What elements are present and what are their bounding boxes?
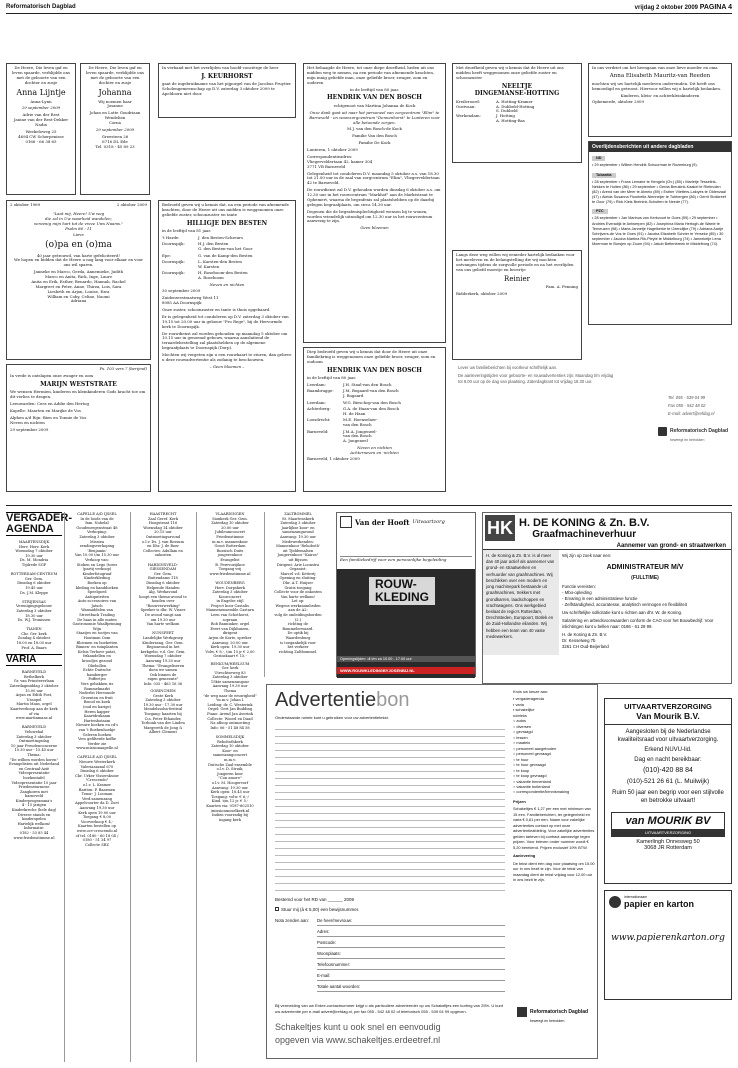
vdh-header <box>337 513 475 569</box>
row-names: G.A. de Haan-van den Bosch H. de Haan <box>343 406 400 416</box>
ad-text4: De rouwdienst zal worden gehouden op maandag 5 oktober om 10.15 uur in genoemd gebouw, waarna aansluitend de teraardebestelling zal plaatshebben op de algemene begraafplaats te Doornspijk (Dorp). <box>162 330 288 351</box>
ad-date: 29 september 2009 <box>95 126 135 132</box>
row-place: Baambrugge: <box>307 388 334 394</box>
ad-family-rows <box>307 383 442 444</box>
ad-text3: Er is gelegenheid tot condoleren op D.V. zaterdag 3 oktober van 19.15 tot 20.00 uur in gebouw "Pro Rege", bij de Hervormde kerk te Doornspijk. <box>162 313 289 329</box>
form-title-2: bon <box>376 689 410 711</box>
grid-line[interactable] <box>275 758 505 765</box>
agenda-items-4: VLAARDINGEN Sionkerk Ger. Gem. Zaterdag 10 oktober 20.00 uur Jubileumconcert Friedenstimme m.m.v. mannenkoor Groot Rotterdam Russisch Duits jongerenkoor Evangelist B. Perevoztjikoe Toegang vrij www.friedenstimme.nl WOUDENBERG Herv. Dorpskerk Zaterdag 3 oktober Koorconcert in Engelse stijl Project koor Castalis Mannenensemble Castarn Leen van Schothorst, sopraan Rob Banninker, orgel Evert van Dijkhuizen, dirigent Arjen de Korte, spreker Aanvang: 20.00 uur Kerk open: 19.30 uur Volw. € 8,-, t/m 15 jr € 2,00 Gezinskaart € 15,- <box>205 512 255 659</box>
form-slogan1: Schakeltjes kunt u ook snel en eenvoudig <box>275 1022 441 1032</box>
grid-line[interactable] <box>275 786 505 793</box>
ad-addr: Weekeloweg 25 4694 CW Scherpenisse 0166 - 66 38 65 <box>18 128 64 144</box>
birth-ad-johanna <box>80 63 150 195</box>
vdh-brand: Van der Hooft <box>355 517 410 527</box>
tag-tubantia: Tubantia <box>592 173 616 178</box>
grid-line[interactable] <box>275 884 505 891</box>
prijzen-text: Schakeltjes € 1,27 per een met minimum van 15 een. Familieberichten, ter gelegenheid en varia € 0,61 per een. Naam voor zakelijke advertenties contact op met onze advertentieafdeling. Voor zakelijke advertenties gelden tarieven bij contract aanwezige tegen prijzen. Voor brieven onder nummer wordt € 5,20 berekend. Prijzen exclusief 19% BTW. <box>513 806 595 850</box>
col-rule <box>64 512 65 1062</box>
ad-sub: Wij noemen haar Josanne <box>98 98 132 109</box>
rd-logo-sub: beweegt en betrokken <box>670 438 705 442</box>
anniv-lieve: Lieve <box>73 232 84 238</box>
row-names: H. Roseboom-den Besten A. Roseboom <box>198 270 248 281</box>
koning-body <box>483 550 731 655</box>
row-value: J. Hotting A. Hotting-Bas <box>496 113 525 124</box>
row-label: Werkendam: <box>456 113 481 119</box>
contact-block <box>668 395 714 419</box>
anniv-start: 2 oktober 1969 <box>10 202 41 207</box>
rouwkleding-banner <box>337 569 475 678</box>
papier-brand: papier en karton <box>624 899 695 909</box>
vdh-brand2: Uitvaartzorg <box>412 519 445 525</box>
header-left: Reformatorisch Dagblad <box>6 4 76 10</box>
family-row <box>162 236 292 241</box>
birth-ad-anna <box>6 63 76 195</box>
koning-job: ADMINISTRATEUR M/V <box>606 564 684 572</box>
agenda-col-1 <box>6 512 73 1062</box>
grid-line[interactable] <box>275 737 505 744</box>
aanlevering-title: Aanlevering <box>513 853 536 859</box>
grid-line[interactable] <box>275 793 505 800</box>
vdh-site[interactable]: WWW.ROUWKLEDINGBYJOSENBIJ.NL <box>337 667 475 674</box>
mourik-addr: Kamerlingh Onnesweg 50 3068 JR Rotterdam <box>636 838 700 851</box>
ad-name: Johanna <box>98 87 132 97</box>
koning-logo-icon: HK <box>485 515 515 541</box>
obituary-weststrate <box>6 364 151 492</box>
grid-line[interactable] <box>275 828 505 835</box>
agenda-items-3: HAASTRECHT Zaal Geref. Kerk Hoogstraat 116 Woensdag 14 oktober 20.15 uur Ontmoetingsavond o.l.v. Ds. J. van Rossum en Dhr. J. de Boer Collectes: Adullam en onkosten HARDINXVELD- GIESSENDAM Ger. Gem. Buitendams 118 Dinsdag 6 oktober Helpende Handen Alg. Werkavond koopt een thema-avond te houden over "Rouwverwerking" Spreker is dhr. W. Visser De avond vangt aan om 19.30 uur Van harte welkom NUNSPEET Landelijke Werkgroep Kinderzang, Ger. Gem. Regioavond in het kerkgebo. v.d. Ger. Gem. Woensdag 7 oktober Aanvang 19.30 uur Thema: "Evangeliseren doen we samen Ook binnen de eigen gemeente" Info: 035 - 463 16 36 <box>139 512 187 686</box>
grid-line[interactable] <box>275 751 505 758</box>
ad-end: Geen bloemen <box>360 225 389 231</box>
form-title-1: Advertentie <box>275 689 377 711</box>
contact-tel: Tel. 055 - 539 04 99 <box>668 395 706 400</box>
naw-block <box>275 918 505 995</box>
anniv-text: 40 jaar getrouwd, van harte gefeliciteerd! We hopen en bidden dat de Heere u nog lang voor elkaar en voor ons wil sparen. <box>14 252 143 268</box>
mourik-p3: Dag en nacht bereikbaar: <box>634 757 702 764</box>
naw-field[interactable]: Postcode: <box>317 940 505 948</box>
row-place: Doornspijk: <box>162 241 185 247</box>
ad-text3: Gelegenheid tot condoleren D.V. maandag 5 oktober a.s. van 18.30 tot 21.00 uur in de zaal van zorgcentrum "Elim", Vliegerveldertaan 42 te Barneveld. <box>307 170 440 186</box>
ad-addr: Zuiderzeestraatweg West 11 8085 AA Doornspijk <box>162 295 219 306</box>
overlijden-sidebar <box>588 141 732 325</box>
opts-title: Kruis uw keuze aan: <box>513 689 549 694</box>
agenda-col-3 <box>132 512 194 1062</box>
form-slogan2-text[interactable]: opgeven via www.schakeltjes.erdeetref.nl <box>275 1035 441 1045</box>
family-row <box>162 271 292 281</box>
row-names: W.G. Bieschop-van den Bosch <box>343 399 401 405</box>
ad-name: HENDRIK VAN DEN BOSCH <box>327 366 422 374</box>
list-pzc: • 28 september • Jan Marinus van Kerkvoort te Goes (59) • 29 september • Andries Everadijk te Antwerpen (82) • Josephina Maria Hertogh-de Waele te Terneuzen (98) • Maria Jannetje Hagelkerke te IJzendijke (79) • Adriana Aartje Schrijvers-de Vos te Goes (91) • Jacoba Elizabeth Schrier te Yerseke (85) • 30 september • Jacoba Martina Rik-Pleyte te Middelburg (74) • Janneketje Lena Moerman te Borsjen op Zoom (94) • Jakob Bettenbreek te Middelburg (74). <box>592 216 724 246</box>
rd-logo <box>658 427 728 436</box>
koning-job2: (FULLTIME) <box>631 574 659 581</box>
checkbox[interactable] <box>275 907 279 911</box>
ad-psalm: Ps. 103 vers 7 (berijmd) <box>99 366 147 371</box>
aanlevering-text: De tekst dient één dag voor plaatsing om 15.00 uur in ons bezit te zijn. Voor de tekst van maandag dient de tekst vrijdag voor 12.00 uur in ons bezit te zijn. <box>513 860 595 882</box>
mourik-logo <box>611 812 725 837</box>
ad-text: In ons verdriet om het heengaan van onze lieve moeder en oma <box>592 65 718 70</box>
row-names: L. Karsten-den Besten W. Karsten <box>198 259 242 269</box>
ad-name: Anna Elisabeth Mauritz-van Reeden <box>609 72 711 79</box>
row-names: H.J. den Besten G. den Besten-van het Goor <box>198 241 253 252</box>
grid-line[interactable] <box>275 849 505 856</box>
rouwkleding-logo <box>369 577 435 605</box>
grid-line[interactable] <box>275 800 505 807</box>
anniv-quote: "Laat mij, Heere! Uw weg die zal in Uw waarheid wandelen; vereenig mijn hart tot de vreze Uws Naams." Psalm 86 : 11 <box>33 210 124 231</box>
anniv-family: Janneke en Marco, Gerda, Annemieke, Judith Marco en Anita, Rick, Inge, Laure Anita en Erik, Esther, Benardo, Hannah, Rachel Margreet en Peter, Anne, Thirza, Lois, Sara Liesbeth en Arjan, Louise, Ezra William en Coby, Celine, Naomi Adriana <box>31 269 126 304</box>
row-label: Oostvaan: <box>456 103 476 109</box>
grid-line[interactable] <box>275 835 505 842</box>
agenda-items-4b: RENKUM/HEELSUM Ger. kerk Utrechtseweg 83 Zaterdag 3 oktober 15kte samenzangour Aanvang 19.30 uur Thema "de weg naar de eeuwigheid" "m.m.v. Johan I. Leiding: dr. C. Westerink Orgel: Gert Jan Budding Piano: Arend Jan Averink Collecte: Woord en Daad Na afloop ontmoeting Info: 06 - 51 48 84 58 SOMMELSDIJK Rehobothkerk Zaterdag 10 oktober Koor- en samenzangconcert m.m.v. Duitsche Zaal-ensemble o.l.v. D. Struik, Jongeren koor "Con amore" o.l.v. M. Hoogervorf Aanvang: 19.30 uur Kerk open: 18.45 uur Toegang: volw. € 6,-/ Kind. t/m 12 jr. € 5,- Kaarten via: 0187-602510 /missionmoselkerk.nl Indien voorradig bij ingang kerk <box>203 661 257 822</box>
grid-line[interactable] <box>275 842 505 849</box>
ad-nn: Neven en nichten <box>209 281 245 287</box>
vanderhooft-ad <box>336 512 476 677</box>
agenda-col-4 <box>198 512 262 1062</box>
ad-text: Bedroefd geven wij u kennis dat, na een periode van afnemende krachten, door de Heere uit ons midden is weggenomen onze geliefde zuster, schoonzuster en tante <box>162 202 289 217</box>
rd-logo-icon <box>658 427 667 436</box>
ad-family: Adrie van der Rest Janine van der Rest-Dekker Nadia <box>13 112 69 127</box>
ad-end: – Geen bloemen – <box>209 363 245 369</box>
grid-line[interactable] <box>275 723 505 730</box>
ad-text3: Kinderen, klein- en achterkleinkinderen <box>620 92 700 98</box>
obituary-neeltje <box>452 63 582 163</box>
thank-you-mauritz <box>588 63 732 137</box>
naw-label: Nota zenden aan: <box>275 918 309 923</box>
grid-line[interactable] <box>275 807 505 814</box>
row-value: A. Dubbeld-Hotting S. Dubbeld <box>496 103 535 114</box>
ad-family1: M.J. van den Bosch-de Kock <box>347 126 402 132</box>
mourik-p6: Ruim 50 jaar een begrip voor een stijlvolle en betrokke uitvaart! <box>612 789 724 804</box>
koning-addr: H. de Koning & Zn. B.V. Dr. Kesselweg 7b 3261 CH Oud-Beijerland <box>562 631 609 649</box>
koning-req: Functie vereisten: - Mbo-opleiding - Ervaring in een administratieve functie - Zelfstandigheid, accuratesse, analytisch vermogen en flexibiliteit <box>562 583 687 607</box>
mourik-t1: UITVAARTVERZORGING <box>624 702 712 711</box>
papier-logo-icon <box>609 896 621 908</box>
thank-you-reinier <box>452 250 582 360</box>
rd-logo-text: Reformatorisch Dagblad <box>670 428 729 434</box>
page-header <box>6 4 732 14</box>
obituary-hilligje <box>158 200 296 492</box>
koning-tagline: Aannemer van grond- en straatwerken <box>483 543 731 550</box>
obituary-hendrik-1 <box>303 63 446 343</box>
koning-ad <box>482 512 732 684</box>
ad-text: De Heere, Die leven gaf en leven spaarde, verblijdde ons met de geboorte van een dochter en zusje <box>12 65 70 85</box>
papier-url[interactable]: www.papierenkarton.org <box>611 933 725 943</box>
prijzen-title: Prijzen <box>513 798 526 804</box>
naw-field[interactable]: De heer/mevrouw: <box>317 918 505 926</box>
ad-name: Anna Lijntje <box>16 87 66 97</box>
agenda-col-5: ZALTBOMMEL St. Maartenskerk Zaterdag 3 oktober Jaarlijkse koor- en samenzangavond Aanvang: 19.30 uur Medewerkenden: Mannenkoor 'Rehoboth' uit Tjiddemalsen Jongerenkoor "Kairos" uit Bijssen Dirigent: Arie Loonstra Organist: Marcel v.d. Ketterij Opening en sluiting: Dhr. A.T. Huijser Gratis toegang Collecte voor de onkosten Van harte welkom! Let op: Wegens werkzaamheden aan de A2: volg de omleidingsborden (2.) richting de Bommelerwaard. De optik bij Waardenburg is toegankelijk voor het verkeer richting Zaltbommel. <box>274 512 322 654</box>
ad-name: NEELTJE DINGEMANSE-HOTTING <box>474 82 560 98</box>
form-logo-sub: beweegt en betrokken <box>530 1019 565 1023</box>
form-footnote: Bij vermelding van uw Erdee-contactnummer krijgt u als particuliere adverteerder op uw Schakeltjes een korting van 25%. U kunt uw advertentie per e-mail advert@refdag.nl, per fax 055 - 542 48 02 of telefonisch 055 - 539 04 99 opgeven. <box>275 1003 503 1014</box>
list-nd: • 29 september • Willem Hendrik Schuurman te Rozenburg (9). <box>592 163 698 168</box>
vergaderagenda-title: VERGADER- AGENDA <box>6 512 73 535</box>
sidebar-title: Overlijdensberichten uit andere dagbladen <box>589 142 731 152</box>
form-proof-label: Stuur mij (à € 5,00) een bewijsnummer. <box>281 907 360 912</box>
rouw-text: ROUW- <box>375 577 417 591</box>
koning-titles <box>519 517 649 540</box>
mourik-p2: Erkend NUVU-lid. <box>644 747 692 754</box>
ad-text2: gaat de ingebruikname van het pijporgel van de Jacobus Fruytier Scholengemeenschap op D.V. zaterdag 3 oktober 2009 te Apeldoorn niet door. <box>162 81 291 97</box>
family-row <box>307 389 442 399</box>
row-place: Leerdam: <box>307 399 326 405</box>
col-rule <box>130 512 131 1062</box>
grid-line[interactable] <box>275 821 505 828</box>
row-names: M.E. Hoenselaer- van den Bosch <box>343 417 378 428</box>
ad-age: in de leeftijd van 80 jaar. <box>307 375 357 381</box>
mourik-p4: (010)-420 88 84 <box>643 767 693 775</box>
ad-family2: Familie Van den Bosch <box>352 133 397 139</box>
tag-nd: ND <box>592 156 605 161</box>
vdh-logo-icon <box>340 516 352 528</box>
anniversary-ad <box>6 200 151 360</box>
ad-text: Langs deze weg willen wij eenieder hartelijk bedanken voor het meeleven en de belangstelling die wij mochten ontvangen tijdens de zorgvolle periode en na het overlijden van ons geliefd moestje en broertje <box>456 252 575 272</box>
grid-line[interactable] <box>275 772 505 779</box>
ad-spouse: echtgenoot van Martina Johanna de Kock <box>333 102 416 108</box>
ad-family: Johan en Lotte Goudriaan Wendelien Corna <box>89 110 141 125</box>
sidebar-body <box>589 152 731 251</box>
agenda-items-3b: GORINCHEM Geste Kerk Zaterdag 3 oktober 19.30 uur - 17.30 uur Mendelssohn-festival Toegang: kaarten bij O.a. Peter Ethander, Torbonk van der Linden Margereth de Jong & Albert Clement <box>141 689 185 735</box>
row-names: G. van de Kamp-den Besten <box>198 252 253 258</box>
mourik-logo-sub: UITVAARTVERZORGING <box>612 829 724 836</box>
ad-row1: Leeuwarden: Cees en Addie den Hertog <box>10 401 89 406</box>
row-value: A. Hotting-Kramer <box>496 98 533 104</box>
form-intro: Onderstaande ruimte kunt u gebruiken voor uw advertentietekst. <box>275 715 389 720</box>
list-tubantia: • 28 september • Frans Lemaire te Hengelo (Ov.) (85) • Marietje Tesselink-Nekken te Holten (86) • 29 september • Gerda Breukink-Kaakel te Rietmolen (82) • Arend van der Meer te Almelo (89) • Esther Vlietters-Laloyés te Oldenzaal (47) • Aleida Susanna Floorbelie-Nienneijer te Tubbergen (86) • Gerrit Stokkreef te Goor (79) • Rick Kleis Breinink-Schutten te Neede (77). <box>592 179 726 205</box>
ad-name: MARIJN WESTSTRATE <box>40 380 117 388</box>
row-names: J. den Besten-Schreurs <box>198 235 243 240</box>
koning-header <box>483 513 731 543</box>
row-place: Achterberg: <box>307 406 331 411</box>
family-row <box>162 254 292 259</box>
grid-line[interactable] <box>275 730 505 737</box>
opts-list[interactable]: ▪ vergaderagenda ▪ varia ▪ schakelijke rubrieks ○ autos ○ diversen ○ gevraagd ○ lessen ○ maatels ○ personeel aangeboden ○ personeel gevraagd ○ te huur ○ te huur gevraagd ○ te koop ○ te koop gevraagd ○ vakantie binnenland ○ vakantie buitenland ○ correspondentie/kennismaking <box>513 696 570 795</box>
naw-field[interactable]: Woonplaats: <box>317 951 505 959</box>
koning-right <box>559 550 731 655</box>
vdh-sub: Een familiebedrijf voor een persoonlijke begeleiding <box>340 556 472 562</box>
ad-text5: Mochten wij vergeten zijn u een rouwkaart te sturen, dan gelieve u deze rouwadvertentie als zodanig te beschouwen. <box>162 352 292 362</box>
koning-p2: Salariëring en arbeidsvoorwaarden conform de CAO voor het Bouwbedrijf. Voor inlichtingen kunt u bellen naar: 0186 - 61 28 99. <box>562 617 714 629</box>
mourik-p5: (010)-521 26 61 (L. Muilwijk) <box>626 777 710 785</box>
row-place: Epe: <box>162 252 171 258</box>
row-place: Leerdam: <box>307 382 326 387</box>
ad-row2: Kapelle: Maarten en Marijke de Vos <box>10 407 81 413</box>
koning-left: H. de Koning & Zn. B.V. is al meer dan 40 jaar actief als aannemer van grond- en straatwerken en verhuurder van graafmachines. Wij beschikken over een modern en jong machinepark bestaande uit graafmachines, trekkers met grondkarren, laadschoppen en vrachtwagens. Ons werkgebied beslaat de regio's Rotterdam, Drechtsteden, Europoort, Botlek en de Zuid-Hollandse eilanden. Wij hebben een team van 40 vaste medewerkers. <box>483 550 559 655</box>
family-row <box>162 260 292 270</box>
header-date: vrijdag 2 oktober 2009 <box>634 5 699 11</box>
form-slogan2 <box>275 1035 440 1045</box>
row-place: Barneveld: <box>307 428 329 434</box>
ad-age: in de leeftijd van 81 jaar. <box>162 228 212 234</box>
ad-place: Ridderkerk, oktober 2009 <box>456 291 508 297</box>
ad-family3: Familie De Kock <box>358 140 391 146</box>
ad-text4: De rouwdienst zal D.V. gehouden worden dinsdag 6 oktober a.s. om 12.30 uur in het rouwcentrum "Markhof" aan de Marktstraat te Ophemert, waarna de begrafenis zal plaatshebben op de daarbij gelegen begraafplaats, om circa 14.30 uur. <box>307 187 441 207</box>
row-label: Kreileroord: <box>456 98 481 104</box>
papier-pre: internationaam <box>624 895 648 899</box>
form-text-grid[interactable] <box>275 723 505 893</box>
row-place: Doornspijk: <box>162 270 185 276</box>
koning-sub: Graafmachineverhuur <box>532 528 637 540</box>
form-rd-logo <box>517 1007 588 1017</box>
ad-sub: Anna-Lynn <box>30 98 52 104</box>
family-row <box>307 383 442 388</box>
anniv-dates <box>10 203 147 208</box>
row-names: J.M.A. Jongeneel- van den Bosch A. Jongeneel <box>343 428 377 444</box>
ad-text2: We wensen Hermien, kinderen en kleinkinderen Gods kracht toe om dit verlies te dragen. <box>10 389 146 400</box>
papier-ad <box>604 890 732 1000</box>
naw-field[interactable]: Telefoonnummer: <box>317 962 505 970</box>
kleding-text: KLEDING <box>375 590 429 605</box>
ad-quote: Onze dank gaat uit naar het personeel van zorgcentrum "Elim" te Barneveld - en woonzorgcentrum "Dennenhorst" te Lunteren voor alle betoonde zorgen. <box>309 109 440 125</box>
family-row <box>307 401 442 406</box>
ad-family-rows <box>162 236 292 281</box>
section-divider <box>6 505 732 506</box>
ad-row3: Alphen a/d Rijn: Bien en Tonnie de Vos Neven en nichten <box>10 414 87 425</box>
grid-line[interactable] <box>275 765 505 772</box>
ad-name: HILLIGJE DEN BESTEN <box>186 219 268 227</box>
ad-text: Diep bedroefd geven wij u kennis dat door de Heere uit onze familiekring is weggenomen onze geliefde broer, zwager, oom en oudoom <box>307 349 436 364</box>
form-options <box>513 689 595 884</box>
ad-text: In vrede is ontslapen onze zwager en oom <box>10 372 94 378</box>
contact-email[interactable]: E-mail: advert@refdag.nl <box>668 410 715 416</box>
grid-line[interactable] <box>275 856 505 863</box>
ad-date: 29 september 2009 <box>21 105 61 111</box>
ad-addr: Greesteen 26 6716 DL Ede Tel. 0318 - 45 89 23 <box>95 133 135 149</box>
header-page: PAGINA 4 <box>699 4 732 11</box>
ad-row <box>456 114 578 124</box>
ad-place: Barneveld, 1 oktober 2009 <box>307 456 360 462</box>
ad-text: Het behaagde de Heere, tot onze diepe droefheid, heden uit ons midden weg te nemen, na een periode van afnemende krachten, mijn innig geliefde man, onze geliefde broer, zwager, oom en ouderen <box>307 65 435 85</box>
form-date: Bestemd voor het RD van ______ 2009 <box>275 897 355 902</box>
koning-title: H. DE KONING & Zn. B.V. <box>519 516 650 529</box>
ad-place: Ophemerde, oktober 2009 <box>592 99 645 105</box>
ad-text2: Onze zuster, schoonzuster en tante is thuis opgebaard. <box>162 307 271 312</box>
family-row <box>162 242 292 252</box>
mourik-t2: Van Mourik B.V. <box>636 711 700 721</box>
family-row <box>307 430 442 445</box>
ad-age: in de leeftijd van 80 jaar. <box>349 86 399 92</box>
info-line2: De aanleveringstijden voor geboorte- en rouwadvertenties zijn: Maandag t/m vrijdag tot 9.00 uur op de dag van plaatsing. Zaterdagkrant tot vrijdag 18.30 uur. <box>458 372 614 384</box>
rd-logo-icon <box>517 1007 527 1017</box>
ad-date: 30 september 2009 <box>162 288 201 294</box>
papier-brand-block <box>624 895 694 909</box>
grid-line[interactable] <box>275 877 505 884</box>
naw-field[interactable]: E-mail: <box>317 973 505 981</box>
delivery-info <box>458 365 732 490</box>
info-line1: Lever uw familieberichten bij voorkeur schriftelijk aan. <box>458 365 558 370</box>
ad-name: Reinier <box>504 274 530 283</box>
ad-keurhorst <box>158 63 296 118</box>
ad-text2: mochten wij uw hartelijk meeleven ondervinden. Dit heeft ons bemoedigd en getroost. Hiervoor willen wij u hartelijk bedanken. <box>592 80 722 91</box>
form-title <box>275 689 410 712</box>
row-names: J.H. Staal-van den Bosch <box>343 382 392 387</box>
form-naw <box>275 918 505 995</box>
ad-date: 29 september 2009 <box>10 426 49 432</box>
mourik-body <box>605 725 731 810</box>
obituary-hendrik-2 <box>303 347 446 492</box>
grid-line[interactable] <box>275 744 505 751</box>
ad-place: Lunteren, 1 oktober 2009 <box>307 147 358 152</box>
row-place: 't Harde: <box>162 235 180 240</box>
anniv-name: (o)pa en (o)ma <box>45 240 112 251</box>
mourik-p1: Aangesloten bij de Nederlandse kwaliteitsraad voor uitvaartverzorging. <box>617 729 719 744</box>
naw-field[interactable]: Totale aantal woorden: <box>317 984 505 992</box>
koning-h: Wij zijn op zoek naar een: <box>562 553 612 558</box>
row-place: Doornspijk: <box>162 259 185 264</box>
form-proof[interactable] <box>275 907 359 912</box>
grid-line[interactable] <box>275 814 505 821</box>
header-right <box>635 4 732 13</box>
family-row <box>307 418 442 428</box>
anniv-end: 2 oktober 2009 <box>116 202 147 207</box>
vdh-hours: Openingstijden: di t/m za 10.00 - 17.00 uur <box>337 656 475 662</box>
varia-title: VARIA <box>6 654 62 666</box>
grid-line[interactable] <box>275 779 505 786</box>
ad-name: J. KEURHORST <box>201 72 253 80</box>
mourik-ad <box>604 698 732 884</box>
row-names: J.M. Bogaard-van den Bosch J. Bogaard <box>343 388 399 399</box>
ad-text: Met droefheid geven wij u kennis dat de Heere uit ons midden heeft weggenomen onze geliefde zuster en schoonzuster <box>456 65 564 80</box>
ad-nn: Neven en nichten Achterneven en -nichten <box>350 444 399 455</box>
contact-fax: Fax 055 - 542 48 02 <box>668 402 706 408</box>
naw-fields <box>317 918 505 995</box>
naw-field[interactable]: Adres: <box>317 929 505 937</box>
row-place: Loosdrecht: <box>307 417 331 423</box>
vdh-logo <box>340 516 472 528</box>
koning-p: Uw schriftelijke sollicitatie kunt u richten aan dhr. W. de Koning. <box>562 609 683 615</box>
agenda-col-2: CAPELLE A/D IJSSEL In de loods van de fam. Nobelal Goudenregenstraat 48 Verkoping: Zaterdag 3 oktober Missiea zendingsverkoping 'Benjamin' Van 10.00 t/m 15.30 uur Verkoop van: Stoben en Lego (tores (partij verkoop) Kinderfotograaf Kinderkleding Boeken op kleding en handdoeken Speelgoed Antiquiteiten Auto-accessoires van Jatsch Wasmiddelen van Streetback Trading De haas in alle maten Gastronomie Waalfpriming Wijn Staatjes en tootjes van Houtman Oom Bloemen en boeketten Binnen- en tuinplanten Kelsis Terbove patat, frikandellen en broodjes gezond Oliebollen Echte Duitsche bamberger Poffertjes Vers gebakken ris Rommelmarkt Nederlst Hervomde Groenten en fruit Brood en koek (oud en harige) Heren kapper Kaartdrukaam Hartenbotaam Nieuwe boeken en cd's van 't Boekenhoekje Geleren boeken Vers gefilterde koffie Verder zie www.missionaapelle.nl CAPELLE A/D IJSSEL Nieuwe Westerkerk Valeriaanzaal 670 Dinsdag 6 oktober Chr. Urker Vissersksoor "Crescendo" o.l.v. L. Kramer Bariton: P. Baarmen Tenor: J. Looman Verd.samenzang Appelvoorter da D. Zoet Aanvang 19.30 uur Kerk open 19.00 uur Toegang € 8,00 Voorverkoop € 4,- Kaarten bestellen op www.ocv-crescendo.nl of tel. 0180 - 60 18 04 / 0180 - 51 34 97 Collecte SRZ <box>72 512 122 847</box>
ad-name: HENDRIK VAN DEN BOSCH <box>327 94 422 102</box>
ad-text5: Degenen die de begrafenisplechtigheid wensen bij te wonen, worden vriendelijk uitnodigd om 12.30 uur in het rouwcentrum aanwezig te zijn. <box>307 208 433 224</box>
family-row <box>307 407 442 417</box>
mourik-header <box>605 699 731 725</box>
form-logo-text: Reformatorisch Dagblad <box>530 1009 589 1015</box>
advertentiebon-form <box>266 684 598 1059</box>
ad-text: In verband met het overlijden van hoofd-conciërge de heer <box>162 65 279 70</box>
tag-pzc: PZC <box>592 209 608 214</box>
ad-text: De Heere, Die leven gaf en leven spaarde, verblijdde ons met de geboorte van een dochter en zusje <box>86 65 144 85</box>
mourik-logo-text: van MOURIK BV <box>625 814 711 827</box>
col-rule <box>196 512 197 1062</box>
col-rule <box>264 512 265 677</box>
agenda-items-1: MAARTENSDIJK Herv. Herv. Kerk Woensdag 7 oktober 19.30 uur Ds. M. Mondria Tijdrede SGP ROTTERDAM-CENTRUM Ger. Gem. Dinsdag 6 oktober 19.45 uur Ds. J.M. Kleppe STRIJENSAS Verenigingsgebouw Zaterdag 3 oktober 18.30 uur Ds. W.J. Teunissen TIANEN Chr. Ger. kerk Zondag 4 oktober 18.00 en 18.00 uur Prof. A. Baars <box>10 540 58 650</box>
ad-family: Fam. A. Penning <box>545 284 578 290</box>
varia-items: BARNEVELD Bethelkerk Gr. van Prinstererlaan Zaterdagmiddag 3 oktober 15.00 uur Arjan en Edith Post, Unsopel Martin Mans, orgel Kaartverkoop aan de kerk of via www.martinmans.nl BARNEVELD Veluwehal Zaterdag 3 oktober Ontmoetingsdag 10 jaar Freudenconcerne 10.30 uur - 15.45 uur Thema: "De wilhen worden horen" Evangelisten uit Nederland en Centraal-Azië Videopresentatie boekentafel Videopresentatie 10 jaar Friedensturmese Zangkoren met barneveld Kinderprogramma's 4 - 15 jarigen Kinderkreche (hele dag) Diverse stands en kinderspelen Hartelijk welkom! Informatie: 0182 - 53 85 44 www.friedenstimme.nl <box>8 670 60 840</box>
grid-line[interactable] <box>275 863 505 870</box>
ad-corr: Correspondentieadres: Vliegerveldertaan 42, kamer 304 3771 VB Barneveld <box>307 153 373 169</box>
grid-line[interactable] <box>275 870 505 877</box>
papier-logo <box>605 891 731 913</box>
